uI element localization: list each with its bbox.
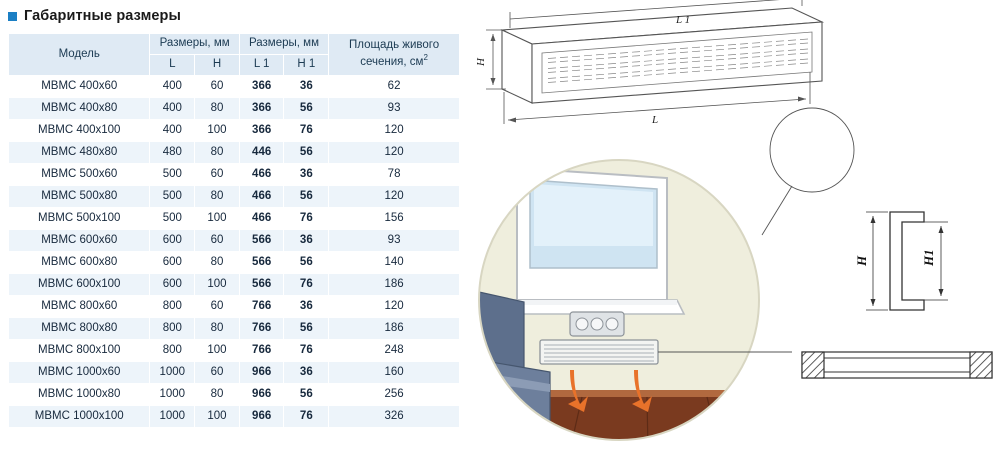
- cell-area: 93: [329, 98, 460, 120]
- cell-l1: 966: [239, 384, 284, 406]
- cell-h1: 76: [284, 274, 329, 296]
- cell-h1: 76: [284, 208, 329, 230]
- cell-area: 186: [329, 318, 460, 340]
- cell-area: 140: [329, 252, 460, 274]
- cell-h1: 36: [284, 164, 329, 186]
- cell-model: МВМС 1000x60: [9, 362, 150, 384]
- cell-h1: 56: [284, 98, 329, 120]
- cell-l1: 766: [239, 340, 284, 362]
- table-row: [9, 318, 460, 340]
- cell-h: 80: [195, 384, 240, 406]
- room-illustration: [479, 160, 792, 450]
- cell-l1: 766: [239, 318, 284, 340]
- label-h-top: H: [475, 58, 487, 66]
- cell-area: 120: [329, 142, 460, 164]
- bullet-icon: [8, 12, 17, 21]
- cell-l1: 966: [239, 406, 284, 428]
- table-row: [9, 406, 460, 428]
- cell-h: 80: [195, 318, 240, 340]
- cell-area: 120: [329, 120, 460, 142]
- cell-model: МВМС 500x100: [9, 208, 150, 230]
- header-area-text: Площадь живого сечения, см: [349, 39, 440, 68]
- cell-area: 326: [329, 406, 460, 428]
- cell-l1: 566: [239, 230, 284, 252]
- page-title-text: Габаритные размеры: [24, 8, 181, 24]
- dimensions-table: [8, 33, 460, 428]
- cell-h: 60: [195, 296, 240, 318]
- label-l: L: [652, 114, 659, 126]
- cell-h: 100: [195, 406, 240, 428]
- cell-model: МВМС 1000x100: [9, 406, 150, 428]
- label-h1-section: H1: [921, 249, 936, 266]
- cell-l1: 966: [239, 362, 284, 384]
- cell-l1: 466: [239, 208, 284, 230]
- cell-area: 186: [329, 274, 460, 296]
- cell-l: 600: [150, 274, 195, 296]
- header-l: L: [150, 55, 195, 76]
- cell-l1: 366: [239, 98, 284, 120]
- label-h-section: H: [854, 255, 869, 266]
- table-body: [9, 76, 460, 428]
- cell-model: МВМС 500x80: [9, 186, 150, 208]
- header-l1: L 1: [239, 55, 284, 76]
- cell-area: 78: [329, 164, 460, 186]
- cell-h1: 36: [284, 296, 329, 318]
- cell-area: 156: [329, 208, 460, 230]
- cell-model: МВМС 1000x80: [9, 384, 150, 406]
- cell-l1: 766: [239, 296, 284, 318]
- cell-l: 1000: [150, 362, 195, 384]
- cell-model: МВМС 800x60: [9, 296, 150, 318]
- cell-area: 120: [329, 186, 460, 208]
- table-header-row-1: [9, 34, 460, 55]
- cell-area: 120: [329, 296, 460, 318]
- cell-h1: 56: [284, 186, 329, 208]
- cell-area: 160: [329, 362, 460, 384]
- cell-area: 248: [329, 340, 460, 362]
- cell-l1: 366: [239, 76, 284, 98]
- cell-h: 100: [195, 340, 240, 362]
- cell-l: 600: [150, 230, 195, 252]
- cell-l: 500: [150, 208, 195, 230]
- cell-h: 60: [195, 164, 240, 186]
- cell-model: МВМС 500x60: [9, 164, 150, 186]
- illustration-area: [462, 0, 1001, 464]
- table-row: [9, 362, 460, 384]
- header-h1: H 1: [284, 55, 329, 76]
- cell-l1: 466: [239, 186, 284, 208]
- cell-h: 60: [195, 362, 240, 384]
- cell-h1: 36: [284, 362, 329, 384]
- cell-area: 93: [329, 230, 460, 252]
- cell-model: МВМС 400x60: [9, 76, 150, 98]
- cell-h: 80: [195, 186, 240, 208]
- plan-view-drawing: [802, 352, 992, 378]
- cell-area: 256: [329, 384, 460, 406]
- table-row: [9, 76, 460, 98]
- cell-l1: 366: [239, 120, 284, 142]
- cell-l: 800: [150, 340, 195, 362]
- header-model: Модель: [9, 34, 150, 76]
- cell-h: 80: [195, 252, 240, 274]
- cell-l1: 446: [239, 142, 284, 164]
- table-row: [9, 296, 460, 318]
- cell-l1: 566: [239, 252, 284, 274]
- table-row: [9, 230, 460, 252]
- cell-l: 1000: [150, 406, 195, 428]
- table-row: [9, 252, 460, 274]
- cell-l: 400: [150, 98, 195, 120]
- table-row: [9, 340, 460, 362]
- cell-h1: 36: [284, 230, 329, 252]
- cell-l: 480: [150, 142, 195, 164]
- cell-model: МВМС 800x100: [9, 340, 150, 362]
- cell-l1: 566: [239, 274, 284, 296]
- cell-l: 800: [150, 318, 195, 340]
- cell-h1: 56: [284, 142, 329, 164]
- table-row: [9, 120, 460, 142]
- cell-model: МВМС 600x60: [9, 230, 150, 252]
- cross-section-drawing: [854, 212, 948, 310]
- table-row: [9, 142, 460, 164]
- cell-model: МВМС 800x80: [9, 318, 150, 340]
- cell-h: 80: [195, 142, 240, 164]
- table-row: [9, 208, 460, 230]
- table-row: [9, 98, 460, 120]
- cell-h: 60: [195, 76, 240, 98]
- label-l1: L 1: [676, 14, 691, 26]
- cell-h1: 76: [284, 120, 329, 142]
- header-group-dims-l1h1: Размеры, мм: [239, 34, 328, 55]
- cell-h1: 76: [284, 406, 329, 428]
- header-area: [329, 34, 460, 76]
- cell-l: 1000: [150, 384, 195, 406]
- cell-h: 100: [195, 120, 240, 142]
- cell-model: МВМС 480x80: [9, 142, 150, 164]
- cell-l: 500: [150, 186, 195, 208]
- cell-h1: 56: [284, 384, 329, 406]
- cell-h1: 76: [284, 340, 329, 362]
- header-group-dims-lh: Размеры, мм: [150, 34, 239, 55]
- page-title: [8, 8, 181, 24]
- cell-h1: 36: [284, 76, 329, 98]
- table-row: [9, 164, 460, 186]
- cell-h1: 56: [284, 252, 329, 274]
- cell-model: МВМС 600x80: [9, 252, 150, 274]
- cell-l: 400: [150, 76, 195, 98]
- cell-l: 800: [150, 296, 195, 318]
- cell-l: 400: [150, 120, 195, 142]
- cell-h: 60: [195, 230, 240, 252]
- cell-area: 62: [329, 76, 460, 98]
- cell-h: 80: [195, 98, 240, 120]
- table-head: [9, 34, 460, 76]
- table-row: [9, 186, 460, 208]
- header-area-sup: 2: [423, 53, 428, 63]
- cell-model: МВМС 600x100: [9, 274, 150, 296]
- cell-h1: 56: [284, 318, 329, 340]
- cell-l1: 466: [239, 164, 284, 186]
- cell-l: 600: [150, 252, 195, 274]
- cell-model: МВМС 400x100: [9, 120, 150, 142]
- cell-l: 500: [150, 164, 195, 186]
- table-row: [9, 274, 460, 296]
- header-h: H: [195, 55, 240, 76]
- cell-h: 100: [195, 274, 240, 296]
- cell-model: МВМС 400x80: [9, 98, 150, 120]
- table-row: [9, 384, 460, 406]
- cell-h: 100: [195, 208, 240, 230]
